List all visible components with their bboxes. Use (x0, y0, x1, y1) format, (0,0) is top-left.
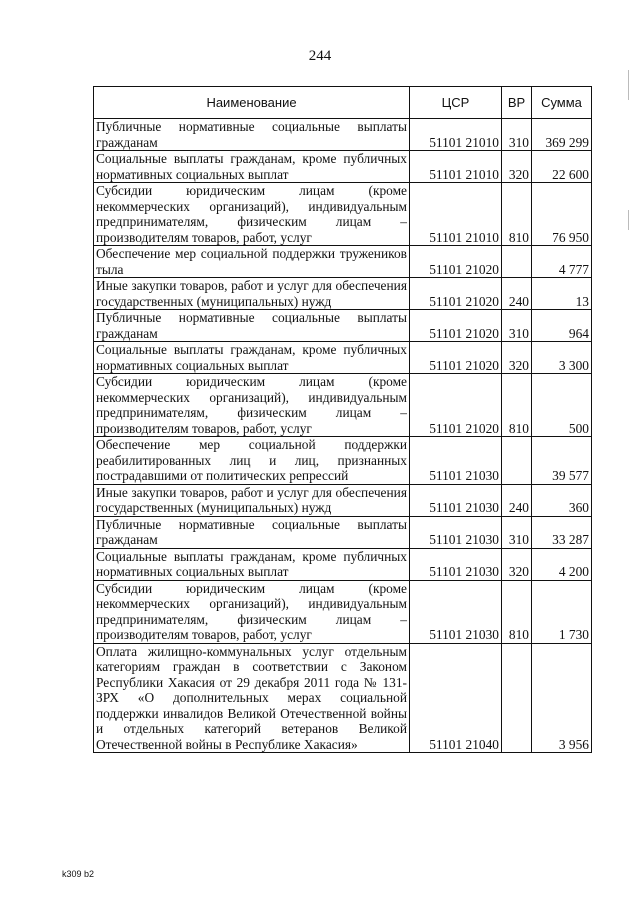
cell-csr: 51101 21020 (410, 310, 502, 342)
cell-sum: 4 200 (532, 548, 592, 580)
cell-vr: 320 (502, 548, 532, 580)
cell-csr: 51101 21030 (410, 548, 502, 580)
cell-name: Публичные нормативные социальные выплаты гражданам (94, 310, 410, 342)
cell-sum: 3 300 (532, 342, 592, 374)
table-row (94, 151, 592, 183)
cell-vr: 320 (502, 342, 532, 374)
cell-vr (502, 643, 532, 753)
cell-vr: 240 (502, 278, 532, 310)
cell-vr: 240 (502, 484, 532, 516)
scan-edge-mark (628, 210, 629, 230)
cell-sum: 3 956 (532, 643, 592, 753)
column-header-sum: Сумма (532, 87, 592, 119)
cell-sum: 4 777 (532, 246, 592, 278)
cell-sum: 964 (532, 310, 592, 342)
cell-vr (502, 246, 532, 278)
cell-name: Обеспечение мер социальной поддержки реабилитированных лиц и лиц, признанных пострадавшими от политических репрессий (94, 437, 410, 485)
cell-sum: 22 600 (532, 151, 592, 183)
table-body (94, 119, 592, 753)
cell-name: Субсидии юридическим лицам (кроме некоммерческих организаций), индивидуальным предпринимателям, физическим лицам – производителям товаров, работ, услуг (94, 580, 410, 643)
table-row (94, 437, 592, 485)
cell-vr: 320 (502, 151, 532, 183)
table-header-row (94, 87, 592, 119)
scan-edge-mark (628, 70, 629, 100)
cell-name: Иные закупки товаров, работ и услуг для обеспечения государственных (муниципальных) нужд (94, 278, 410, 310)
table-row (94, 246, 592, 278)
table-row (94, 484, 592, 516)
table-row (94, 548, 592, 580)
cell-sum: 500 (532, 374, 592, 437)
cell-name: Субсидии юридическим лицам (кроме некоммерческих организаций), индивидуальным предпринимателям, физическим лицам – производителям товаров, работ, услуг (94, 183, 410, 246)
cell-vr: 310 (502, 310, 532, 342)
cell-sum: 13 (532, 278, 592, 310)
cell-name: Публичные нормативные социальные выплаты гражданам (94, 119, 410, 151)
cell-name: Публичные нормативные социальные выплаты гражданам (94, 516, 410, 548)
cell-vr: 310 (502, 516, 532, 548)
cell-name: Оплата жилищно-коммунальных услуг отдельным категориям граждан в соответствии с Законом Республики Хакасия от 29 декабря 2011 года № 131-ЗРХ «О дополнительных мерах социальной поддержки инвалидов Великой Отечественной войны и отдельных категорий ветеранов Великой Отечественной войны в Республике Хакасия» (94, 643, 410, 753)
cell-name: Социальные выплаты гражданам, кроме публичных нормативных социальных выплат (94, 548, 410, 580)
cell-sum: 360 (532, 484, 592, 516)
column-header-vr: ВР (502, 87, 532, 119)
table-row (94, 183, 592, 246)
table-row (94, 580, 592, 643)
table-row (94, 310, 592, 342)
cell-name: Субсидии юридическим лицам (кроме некоммерческих организаций), индивидуальным предпринимателям, физическим лицам – производителям товаров, работ, услуг (94, 374, 410, 437)
table-row (94, 516, 592, 548)
cell-csr: 51101 21020 (410, 278, 502, 310)
cell-sum: 76 950 (532, 183, 592, 246)
page-number: 244 (308, 48, 332, 64)
cell-csr: 51101 21030 (410, 484, 502, 516)
cell-csr: 51101 21020 (410, 342, 502, 374)
cell-csr: 51101 21030 (410, 516, 502, 548)
cell-vr: 810 (502, 374, 532, 437)
table-row (94, 278, 592, 310)
cell-csr: 51101 21010 (410, 151, 502, 183)
cell-vr (502, 437, 532, 485)
cell-vr: 810 (502, 183, 532, 246)
cell-name: Социальные выплаты гражданам, кроме публичных нормативных социальных выплат (94, 342, 410, 374)
cell-sum: 369 299 (532, 119, 592, 151)
cell-csr: 51101 21030 (410, 437, 502, 485)
cell-csr: 51101 21020 (410, 374, 502, 437)
column-header-csr: ЦСР (410, 87, 502, 119)
cell-csr: 51101 21010 (410, 183, 502, 246)
budget-table (93, 86, 592, 753)
cell-csr: 51101 21020 (410, 246, 502, 278)
cell-sum: 1 730 (532, 580, 592, 643)
table-row (94, 342, 592, 374)
cell-vr: 810 (502, 580, 532, 643)
table-row (94, 119, 592, 151)
table-row (94, 374, 592, 437)
cell-sum: 33 287 (532, 516, 592, 548)
table-row (94, 643, 592, 753)
cell-name: Обеспечение мер социальной поддержки тружеников тыла (94, 246, 410, 278)
cell-vr: 310 (502, 119, 532, 151)
cell-csr: 51101 21010 (410, 119, 502, 151)
cell-sum: 39 577 (532, 437, 592, 485)
cell-name: Иные закупки товаров, работ и услуг для обеспечения государственных (муниципальных) нужд (94, 484, 410, 516)
cell-csr: 51101 21040 (410, 643, 502, 753)
footer-code: k309 b2 (62, 869, 95, 879)
cell-name: Социальные выплаты гражданам, кроме публичных нормативных социальных выплат (94, 151, 410, 183)
column-header-name: Наименование (94, 87, 410, 119)
cell-csr: 51101 21030 (410, 580, 502, 643)
